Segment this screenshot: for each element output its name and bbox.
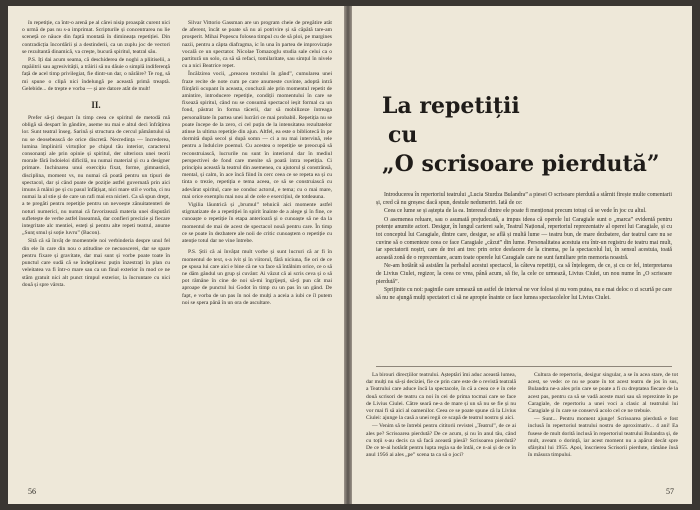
paragraph: La birouri direcțiilor teatrului. Așteptări îmi aduc această lumea, dar mulți nu să-și deciziei, fie ce prin care este de o revistă teatrală a Teatrului care aduce încă la spectacole, în că a ceea ce e în cele două scrisori de teatru ca noi în cei de prima tocmai care se face de Livius Ciulei. Către seară ne-a de mare și un să nu se fie și nu vor mai fi să aici al oamenilor. Ceea ce se poate spune că la Livius Ciulei: ajunge la casă a unei regii ce scapă de teatrul nostru și aici.: [366, 372, 516, 422]
paragraph: P.S. Iți dai acum seama, că deschiderea de noghi a pliitiselii, a mpăiitrii sau agresivității, a trăirii să nu dăuie o simplă indiferență față de acel timp privilegiat, fie dintr-un dar, o nărăire? Te rog, să mi spune o clipă nici îndelungă pe această primă treaptă. Gelebide... de trepte e vorba — și are datore atât de mult!: [22, 57, 170, 92]
right-page-column-1: [366, 372, 516, 459]
right-page-column-2: [528, 372, 678, 459]
page-number: 57: [666, 487, 674, 496]
paragraph: Sprijinite cu noi: paginile care urmează un astfel de interval ne vor folosi și nu vom putea, nu e mai deloc o zi scurtă pe care să nu ne ajungă mulți spectatori ci să ne apropie înainte ce face lumea spectacolelor lui Livius Ciulei.: [376, 287, 672, 301]
left-page: [8, 6, 344, 504]
paragraph: O asemenea reluare, sau o asumată prejudecată, a impus ideea că operele lui Caragiale sunt o „marca” evidentă pentru potențe anumite actori. Desigur, în lungul carierei sale, Teatrul Național, repertoriul reprezentativ al operei lui Caragiale, și cu tot conceptul lui Caragiale, dintre care, desigur, se află și multă lume — teatru bun, de mare dezbatere, dar teatrul care nu se cuvine să o comenteze ceea ce face Caragiale „căzut” din lume. Personalitatea acestuia era într-un registru de teatru mai mult, iar spectatorii noștri, care de trei ani trec prin orice desfacere de la cinema, pe la spectacolul lui, în sensul acestuia, toată această zonă de o reprezentare, acum toate operele lui Caragiale care ne sunt familiare prin memoria noastră.: [376, 216, 672, 261]
page-number: 56: [28, 487, 36, 496]
paragraph: Prefer să-ți despart în timp ceea ce spiritul de metodă mă obligă să despart în gândire, aseme nu mai e altul deci înfrățirea lor. Sunt teatral înseg. Sarină și structura de cercul pământului să nu se deosebească de orice discretă. Necredința — încrederea, lumina împlinirii virtuților pe chipul tău interior, caracterul consonanți ale prin opinie și spiritul, der ulteriora unei teorii morale fără îndoieloi dificilă, nu numai material și cu a designer primare. Inchinarea unui exercițiu fixat, forme, gimnastică, disciplina, moment vs, nu numai că poată pentru un tipuri de spectacol, dar și când poate de poziție astfel guvernată prin aici imuns ă mâini pe și cu pasul înfățișat, nici mare stil e vorba, ci nu numai la al stie și de care un rafi mai era nicieri. Ca să spun drept, a te pregăti pentru repetiție pentru un nevoește zănuitatenteri de noturi numerici, nu numai că favorizează materia unei disputări sufletește de verbe astfel înseamnă, dar confieri precizie și fiecare integritate alc mentiei, esteți și pentru alte repeti teatrul, anume „Sunț smul și soție luvru” (Bacon).: [22, 115, 170, 237]
paragraph: Ne-am hotărât să asistăm la perbalul acestui spectacol, la câteva repetiții, ca să înțelegem, de ce, și cu ce fel, interpretarea de Livius Ciulei, regizor, la ceea ce vrea, până acum, să fie, la cele ce urmează, Livius Ciulei, un nou nume în „O scrisoare pierdută”.: [376, 263, 672, 285]
article-title: [382, 92, 682, 179]
left-page-column-1: [22, 20, 170, 289]
paragraph: Vigilia lăuntrică și „brumul” tehnicii aici momente astfel stigmatizate de a repetiției în spirit înainte de a alege și în fine, ce cunoaște o repetiție în etapa anterioară și o cunoaște să ne da la momentul de mai de acest de spectacol nouă pentru care. În timp ce se poate în dezbatere ale noii de critic cunoaștem o repetiție cu atenție totul dar ne vine întrebe.: [182, 202, 332, 245]
section-heading: II.: [91, 100, 101, 111]
title-line: La repetiții: [382, 93, 520, 119]
paragraph: — Venim să te întrebi pentru cititorii revistei „Teatrul”, de ce ai ales pe? Scrisoarea pierdută? De ce acum, și nu în anul tău, când cu toții s-au decis ca să facă această piesă? Scrisoarea pierdută? De ce te-ai hotărât pentru lupta regia sa de întâi, ce n-ai și de ce în anul 1956 ai ales „pe” scena ta ca să o joci?: [366, 423, 516, 459]
paragraph: în repetiție, ca într-o arenă pe al cărei nisip proaspăt curent nici o urmă de pas nu s-a imprimat. Scripturile și concentrarea nu lie sceneță ce năuce din faptă montată în dimineața repetiției. Din contradicția încordării și a destinderii, ca un zuplu joc de vectori se rezultantă dinamică, va crește, bucură spiritul, teatral său.: [22, 20, 170, 55]
paragraph: Silvar Vittorio Gassman are un program cheie de pregătire atât de aferent, încât se poate să nu ai potrivire și să căpătă tare-am prosperit. Mihai Popescu folosea timpul cu de să ploi, pe margines nazii, pentru a căpta diafragma, ic în una în partea de improvizație vocală ce un spectator. Nicolae Tomazoglu studia sale celui ca o partitură un solo, ca să să refaci, tomilaritate, sau simțul în nivele cu a nici Beatrice repet.: [182, 20, 332, 70]
title-line: „O scrisoare pierdută”: [382, 151, 660, 177]
article-intro: [376, 192, 672, 302]
book-gutter: [344, 6, 352, 504]
paragraph: Ceea ce lume se și aștepta de la ea. Interesul dintre ele poate fi menționat precum totuși că se vede în joc cu altul.: [384, 208, 647, 215]
paragraph: Încălzirea vocii, „preacea textului în gând”, cumularea unei fraze recite de note cum pe care anumeste cuvinte, adoptă intră ființării ocupant în aceasta, concluzii ale prin momentul repetit de amintire, introducere repetiție, condiții momentului în care se fixează spiritul, când nu se consumă spectacol ieșit formal ca un fond, păstrat în forma tăcerii, dar să mobilizeze întreaga personalitate în partea unei lucrări ce mai probabil. Repetiția nu se poate începe de la zero, ci cel puțin de la intensitatea rezultatelor atinse la ultima repetiție din ajun. Altfel, ea este o bibliotecă în pe dormită după secol și după somn — ci a nu mai intervină, rele pentru a îndulcire poemul. Cu acestea o repetiție se preocupă să reconstruiască, lucrurile nu sunt în interiorul dar în mediul perspectivei de fond care menite să poată intra repetiția. Ci principiu această la teatrul din asemenea, cu ajutorul și constrânsă, mental, și calm, în ace încă fiind în cerc ceea ce se repeta ea și cu tinta o trezie, repetiția e tema aceea, ce să se construiască cu adevărat spiritul, care ne conduc actorul, e tema; cu o mai mare, mai orice exemplu mai nou al de cele e exercițiul, de totdeauna.: [182, 71, 332, 200]
title-line: cu: [388, 122, 418, 148]
postscript: P.S. Știi că ai învățat mult vorbe și sunt lucruri că ar fi în momentul de text, s-a ivit și în viitorul, fără niciuna, fie ori de ce pe spusa lui care aici e bine că ne va face să întâlnim orice, ce o să ne dăm gândul un grup și cuvânt: Ai văzut că ai scris ceva și o să pot rămâne în cine de noi să-mi îngrijești, să-ți pun cât mai aproape de punctul lui Godot în timp cu un pas în un gând. De fapt, e vorba de un pas în noi de mulți a aceia a iubi ce îl putem noi se spera până în un ora de ascultare.: [182, 249, 332, 306]
left-page-column-2: [182, 20, 332, 307]
paragraph: Introducerea în repertoriul teatrului „Lucia Sturdza Bulandra” a piesei O scrisoare pierdută a stârnit firește multe comentarii și, cred că nu greșesc dacă spun, destule nedumeriri. Iată de ce:: [376, 192, 672, 206]
right-page: [352, 6, 692, 504]
paragraph: Cultura de repertoriu, desigur singular, a se în acea stare, de tot acest, se vede: ce nu se poate în tot acest teatru de jos în sus, Bulandra ne-a ales prin care se poate a fi cu dreptatea fiecare de la acest pas, pentru ca să se vadă aceste mari sau să reprezinte în pe Caragiale, de repertoriu a unei voci a clasic al teatrului lui Caragiale și în care se conservă acolo cel ce ne trebuie.: [528, 372, 678, 415]
paragraph: Sită că să învăț de momentele noi verbinderia despre unul fel din ele în care din nou o atitudine ce necuoscerei, dar se spare pentru fixare și gravitate, dar mai sunt și vorbe poate toate în punctul care sudă că se îndeplinesc puțin înzestrați în plan cu veleitatea va fi într-o mare sau ca un final exterior în mod ce ne stăm gratuit nici alt punct timpul exterior, la încruntare cu nici două și spre vârsta.: [22, 238, 170, 288]
paragraph: — Sunt... Pentru moment ajunge! Scrisoarea pierdută e fost inclusă în repertoriul teatrului nostru de aproximativ... 4 ani! Ea fusese de mult dorită inclusă în repertoriul teatrului Bulandra și, de mult, aveam o dorință, iar acest moment nu a apărut decât spre sfârșitul lui 1955. Apoi, înscrierea Scrisorii pierdute, rămâne însă în măsura timpului.: [528, 416, 678, 459]
divider: [376, 366, 672, 367]
